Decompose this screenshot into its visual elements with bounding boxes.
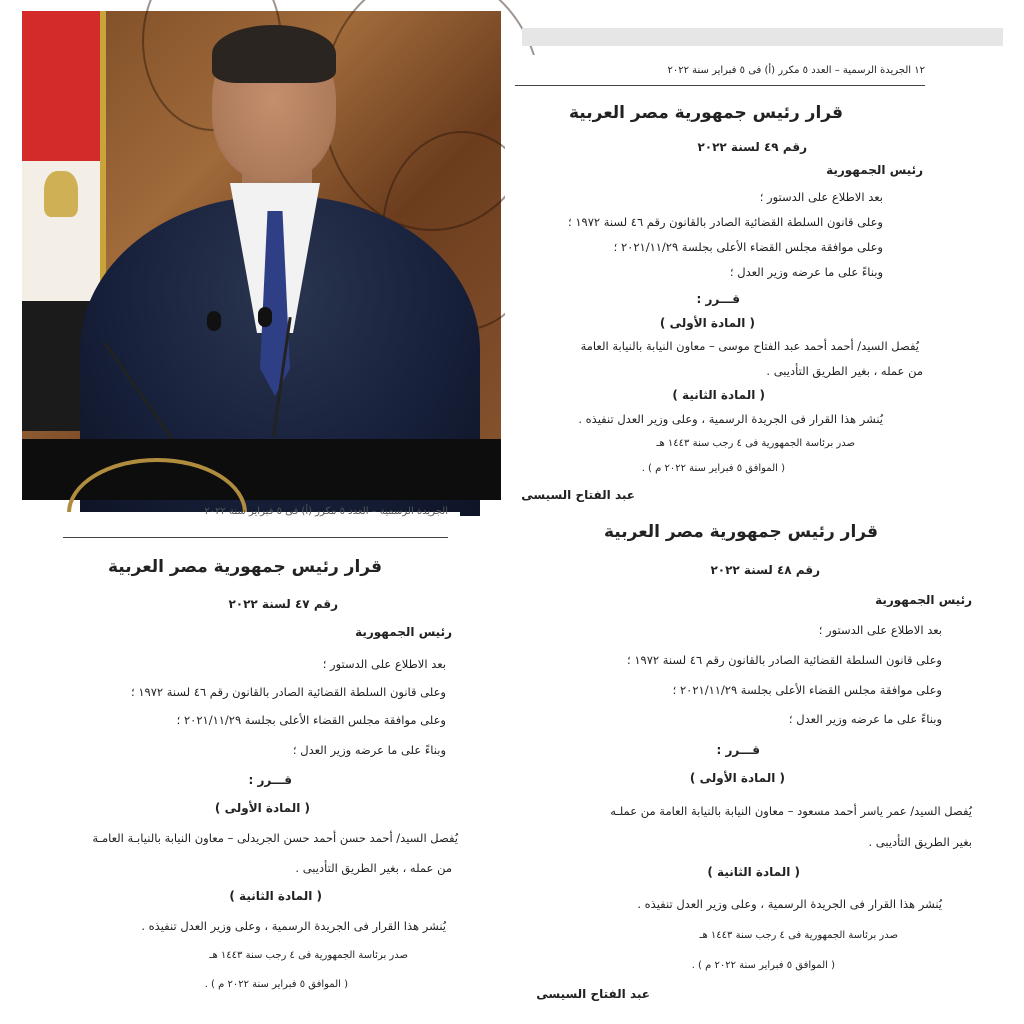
scan-edge <box>522 28 1003 46</box>
preamble-line: وعلى موافقة مجلس القضاء الأعلى بجلسة ٢٠٢١/١١/٢٩ ؛ <box>613 240 883 254</box>
decree-title: قرار رئيس جمهورية مصر العربية <box>568 103 843 123</box>
preamble-line: بعد الاطلاع على الدستور ؛ <box>818 623 942 637</box>
header-rule <box>63 537 448 538</box>
preamble-line: وعلى موافقة مجلس القضاء الأعلى بجلسة ٢٠٢١/١١/٢٩ ؛ <box>176 713 446 727</box>
preamble-line: وعلى قانون السلطة القضائية الصادر بالقانون رقم ٤٦ لسنة ١٩٧٢ ؛ <box>568 215 883 229</box>
preamble-line: بعد الاطلاع على الدستور ؛ <box>759 190 883 204</box>
gazette-header: الجريدة الرسمية – العدد ٥ مكرر (أ) فى ٥ فبراير سنة ٢٠٢٢ <box>204 506 448 517</box>
president-heading: رئيس الجمهورية <box>875 593 972 607</box>
article-1-text: يُفصل السيد/ عمر ياسر أحمد مسعود – معاون النيابة بالنيابة العامة من عملـه <box>610 804 972 818</box>
president-heading: رئيس الجمهورية <box>355 625 452 639</box>
article-1-text: من عمله ، بغير الطريق التأديبى . <box>766 364 923 378</box>
preamble-line: وعلى موافقة مجلس القضاء الأعلى بجلسة ٢٠٢١/١١/٢٩ ؛ <box>672 683 942 697</box>
article-1-heading: ( المادة الأولى ) <box>689 771 785 785</box>
article-1-heading: ( المادة الأولى ) <box>659 316 755 330</box>
issued-line: صدر برئاسة الجمهورية فى ٤ رجب سنة ١٤٤٣ هـ <box>699 930 898 941</box>
preamble-line: وبناءً على ما عرضه وزير العدل ؛ <box>292 743 446 757</box>
decree-48 <box>520 512 980 1017</box>
article-2-text: يُنشر هذا القرار فى الجريدة الرسمية ، وعلى وزير العدل تنفيذه . <box>141 919 446 933</box>
issued-line: صدر برئاسة الجمهورية فى ٤ رجب سنة ١٤٤٣ هـ <box>656 438 855 449</box>
decree-title: قرار رئيس جمهورية مصر العربية <box>603 522 878 542</box>
decided-heading: قـــرر : <box>696 292 740 306</box>
article-1-text: يُفصل السيد/ أحمد حسن أحمد حسن الجريدلى – معاون النيابة بالنيابـة العامـة <box>92 831 458 845</box>
decided-heading: قـــرر : <box>716 743 760 757</box>
issued-line: صدر برئاسة الجمهورية فى ٤ رجب سنة ١٤٤٣ هـ <box>209 950 408 961</box>
corresponding-date: ( الموافق ٥ فبراير سنة ٢٠٢٢ م ) . <box>641 463 785 474</box>
hair <box>212 25 336 83</box>
decree-49 <box>505 55 935 500</box>
preamble-line: وبناءً على ما عرضه وزير العدل ؛ <box>788 712 942 726</box>
preamble-line: وعلى قانون السلطة القضائية الصادر بالقانون رقم ٤٦ لسنة ١٩٧٢ ؛ <box>627 653 942 667</box>
article-2-heading: ( المادة الثانية ) <box>707 865 800 879</box>
article-1-heading: ( المادة الأولى ) <box>214 801 310 815</box>
corresponding-date: ( الموافق ٥ فبراير سنة ٢٠٢٢ م ) . <box>204 979 348 990</box>
signature: عبد الفتاح السيسى <box>521 488 635 502</box>
article-2-text: يُنشر هذا القرار فى الجريدة الرسمية ، وعلى وزير العدل تنفيذه . <box>637 897 942 911</box>
article-1-text: بغير الطريق التأديبى . <box>868 835 972 849</box>
preamble-line: وعلى قانون السلطة القضائية الصادر بالقانون رقم ٤٦ لسنة ١٩٧٢ ؛ <box>131 685 446 699</box>
decree-number: رقم ٤٨ لسنة ٢٠٢٢ <box>710 563 820 577</box>
article-2-text: يُنشر هذا القرار فى الجريدة الرسمية ، وعلى وزير العدل تنفيذه . <box>578 412 883 426</box>
eagle-emblem-icon <box>44 171 78 217</box>
decree-title: قرار رئيس جمهورية مصر العربية <box>107 557 382 577</box>
president-portrait-photo <box>22 11 501 500</box>
article-1-text: من عمله ، بغير الطريق التأديبى . <box>295 861 452 875</box>
decided-heading: قـــرر : <box>248 773 292 787</box>
preamble-line: وبناءً على ما عرضه وزير العدل ؛ <box>729 265 883 279</box>
signature: عبد الفتاح السيسى <box>536 987 650 1001</box>
article-2-heading: ( المادة الثانية ) <box>229 889 322 903</box>
gazette-header: ١٢ الجريدة الرسمية – العدد ٥ مكرر (أ) فى ٥ فبراير سنة ٢٠٢٢ <box>667 65 925 76</box>
article-1-text: يُفصل السيد/ أحمد أحمد عبد الفتاح موسى – معاون النيابة بالنيابة العامة <box>580 339 919 353</box>
corresponding-date: ( الموافق ٥ فبراير سنة ٢٠٢٢ م ) . <box>691 960 835 971</box>
preamble-line: بعد الاطلاع على الدستور ؛ <box>322 657 446 671</box>
decree-number: رقم ٤٧ لسنة ٢٠٢٢ <box>228 597 338 611</box>
decree-number: رقم ٤٩ لسنة ٢٠٢٢ <box>697 140 807 154</box>
article-2-heading: ( المادة الثانية ) <box>672 388 765 402</box>
president-heading: رئيس الجمهورية <box>826 163 923 177</box>
header-rule <box>515 85 925 86</box>
decree-47 <box>60 506 460 1017</box>
